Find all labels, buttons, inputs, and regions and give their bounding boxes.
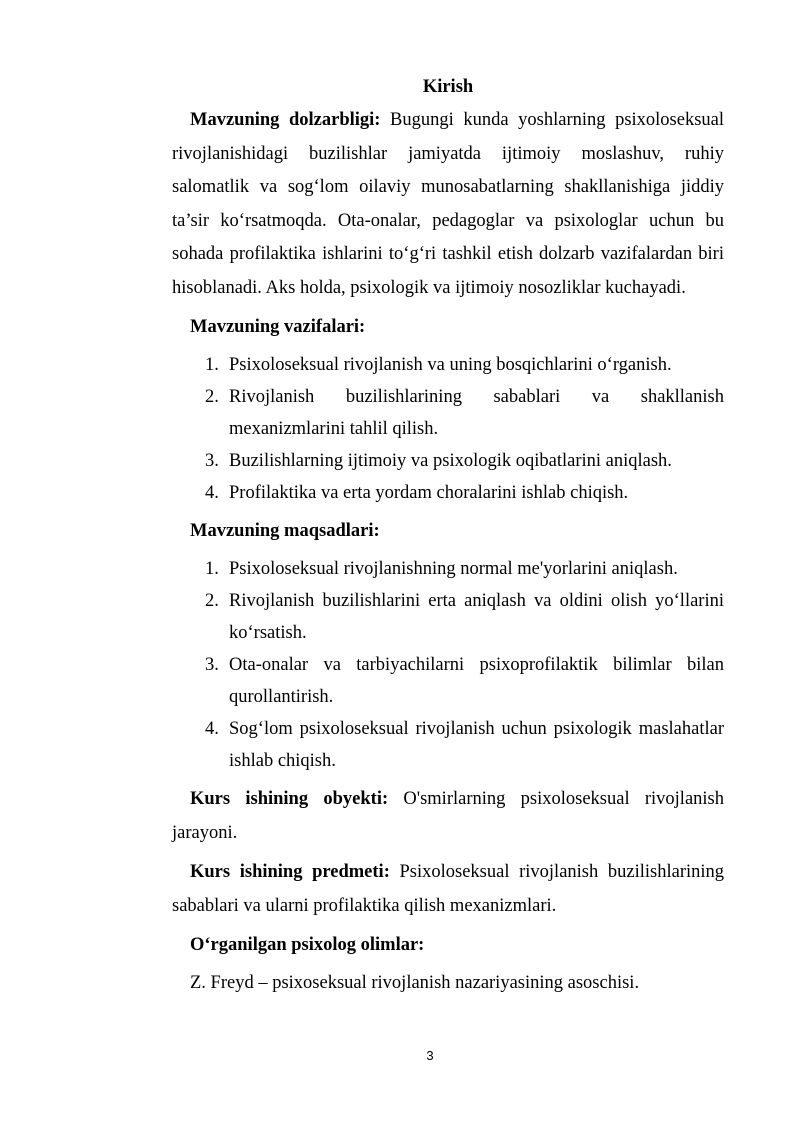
list-item-text: Psixoloseksual rivojlanish va uning bosqichlarini o‘rganish.	[229, 355, 672, 375]
object-label: Kurs ishining obyekti:	[190, 789, 389, 809]
list-item-number: 4.	[205, 483, 219, 503]
relevance-text: Bugungi kunda yoshlarning psixoloseksual rivojlanishidagi buzilishlar jamiyatda ijtimoiy moslashuv, ruhiy salomatlik va sog‘lom oilaviy munosabatlarning shakllanishiga jiddiy ta’sir ko‘rsatmoqda. Ota-onalar, pedagoglar va psixologlar uchun bu sohada profilaktika ishlarini to‘g‘ri tashkil etish dolzarb vazifalardan biri hisoblanadi. Aks holda, psixologik va ijtimoiy nosozliklar kuchayadi.	[172, 110, 725, 298]
list-item-text: Ota-onalar va tarbiyachilarni psixoprofilaktik bilimlar bilan qurollantirish.	[229, 655, 724, 707]
list-item-number: 3.	[205, 655, 219, 675]
object-text: O'smirlarning psixoloseksual rivojlanish jarayoni.	[172, 789, 724, 843]
page-title: Kirish	[422, 77, 474, 97]
list-item-number: 4.	[205, 719, 219, 739]
list-item-text: Rivojlanish buzilishlarining sabablari va shakllanish mexanizmlarini tahlil qilish.	[229, 387, 724, 439]
list-item	[172, 477, 724, 509]
subject-label: Kurs ishining predmeti:	[190, 862, 390, 882]
list-item	[172, 445, 724, 477]
list-item-number: 3.	[205, 451, 219, 471]
list-item	[172, 381, 724, 445]
goals-heading: Mavzuning maqsadlari:	[190, 521, 380, 541]
list-item-number: 2.	[205, 591, 219, 611]
list-item-text: Profilaktika va erta yordam choralarini ishlab chiqish.	[229, 483, 629, 503]
tasks-list	[172, 349, 724, 509]
list-item-text: Buzilishlarning ijtimoiy va psixologik oqibatlarini aniqlash.	[229, 451, 672, 471]
scientists-heading: O‘rganilgan psixolog olimlar:	[190, 935, 425, 955]
goals-list	[172, 553, 724, 777]
object-paragraph	[172, 783, 724, 850]
tasks-heading: Mavzuning vazifalari:	[190, 317, 366, 337]
list-item-text: Sog‘lom psixoloseksual rivojlanish uchun psixologik maslahatlar ishlab chiqish.	[229, 719, 724, 771]
scientist-line: Z. Freyd – psixoseksual rivojlanish nazariyasining asoschisi.	[190, 973, 640, 993]
list-item-text: Psixoloseksual rivojlanishning normal me'yorlarini aniqlash.	[229, 559, 678, 579]
list-item-number: 1.	[205, 355, 219, 375]
list-item	[172, 585, 724, 649]
list-item	[172, 349, 724, 381]
relevance-paragraph	[172, 104, 724, 305]
page-number: 3	[426, 1048, 434, 1063]
list-item-number: 2.	[205, 387, 219, 407]
subject-paragraph	[172, 856, 724, 923]
list-item-number: 1.	[205, 559, 219, 579]
list-item	[172, 713, 724, 777]
page-content	[172, 70, 724, 1001]
list-item	[172, 553, 724, 585]
subject-text: Psixoloseksual rivojlanish buzilishlarining sabablari va ularni profilaktika qilish mexanizmlari.	[172, 862, 725, 916]
relevance-label: Mavzuning dolzarbligi:	[190, 110, 381, 130]
list-item	[172, 649, 724, 713]
list-item-text: Rivojlanish buzilishlarini erta aniqlash va oldini olish yo‘llarini ko‘rsatish.	[229, 591, 724, 643]
